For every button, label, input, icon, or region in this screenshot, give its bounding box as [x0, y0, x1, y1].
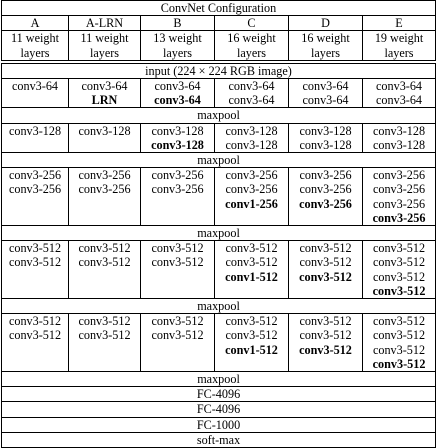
stage-cell-c: [215, 168, 289, 226]
depth-line: 19 weight: [374, 31, 424, 46]
depth-cell-a: [2, 31, 69, 60]
tail-layer-cell: FC-4096: [2, 387, 436, 402]
stage-cell-a: [2, 79, 69, 108]
stage-cell-b: [141, 123, 215, 152]
stage-row: [2, 168, 436, 226]
layer-label: conv3-512: [372, 328, 426, 343]
stage-cell-d: [289, 168, 363, 226]
stage-cell-b: [141, 314, 215, 372]
depth-cell-a-lrn: [69, 31, 141, 60]
tail-row: [2, 402, 436, 417]
layer-label: conv3-512: [78, 328, 131, 343]
layer-label: conv3-128: [299, 137, 352, 152]
layer-label: conv3-128: [151, 137, 204, 152]
layer-label: conv3-512: [372, 342, 426, 357]
depth-line: layers: [384, 45, 414, 60]
tail-row: [2, 387, 436, 402]
layer-label: conv3-512: [151, 328, 204, 343]
maxpool-row: [2, 226, 436, 241]
tail-row: [2, 372, 436, 387]
title-row: [2, 1, 436, 16]
column-name-c: C: [215, 16, 289, 31]
layer-label: conv3-128: [225, 137, 278, 152]
stage-cell-a-lrn: [69, 168, 141, 226]
layer-label: conv3-512: [78, 241, 131, 256]
maxpool-cell: maxpool: [2, 153, 436, 168]
layer-label: conv3-512: [299, 269, 352, 284]
stage-row: [2, 123, 436, 152]
stage-cell-a-lrn: [69, 314, 141, 372]
layer-label: conv3-256: [372, 168, 426, 183]
layer-label: conv3-512: [8, 241, 62, 256]
layer-label: conv3-64: [154, 93, 201, 108]
column-name-e: E: [363, 16, 436, 31]
depth-line: layers: [89, 45, 120, 60]
input-cell: input (224 × 224 RGB image): [2, 63, 436, 78]
tail-layer-cell: FC-1000: [2, 417, 436, 432]
layer-label: conv3-128: [225, 123, 278, 138]
layer-label: conv3-256: [78, 168, 131, 183]
stage-row: [2, 314, 436, 372]
layer-label: conv3-512: [372, 269, 426, 284]
layer-label: conv3-64: [154, 79, 201, 94]
layer-label: conv1-256: [225, 196, 278, 211]
stage-row: [2, 79, 436, 108]
stage-cell-d: [289, 79, 363, 108]
layer-label: conv3-256: [372, 196, 426, 211]
stage-cell-a: [2, 123, 69, 152]
layer-label: conv3-512: [372, 241, 426, 256]
layer-label: conv3-128: [78, 123, 131, 138]
stage-cell-b: [141, 79, 215, 108]
column-name-row: [2, 16, 436, 31]
stage-cell-a-lrn: [69, 123, 141, 152]
stage-cell-c: [215, 79, 289, 108]
layer-label: conv3-256: [151, 182, 204, 197]
tail-layer-cell: soft-max: [2, 432, 436, 447]
maxpool-cell: maxpool: [2, 108, 436, 123]
stage-cell-a: [2, 314, 69, 372]
layer-label: conv3-256: [225, 168, 278, 183]
layer-label: conv3-512: [372, 356, 426, 371]
layer-label: conv3-256: [372, 210, 426, 225]
layer-label: conv3-256: [372, 182, 426, 197]
layer-label: conv3-256: [8, 168, 62, 183]
column-name-a: A: [2, 16, 69, 31]
table-body: [2, 1, 436, 448]
maxpool-cell: maxpool: [2, 299, 436, 314]
layer-label: conv3-512: [8, 255, 62, 270]
depth-cell-e: [363, 31, 436, 60]
depth-line: layers: [162, 45, 193, 60]
layer-label: conv3-512: [225, 241, 278, 256]
layer-label: conv3-128: [299, 123, 352, 138]
depth-row: [2, 31, 436, 60]
column-name-a-lrn: A-LRN: [69, 16, 141, 31]
layer-label: conv3-512: [78, 255, 131, 270]
stage-cell-e: [363, 168, 436, 226]
depth-cell-c: [215, 31, 289, 60]
stage-cell-c: [215, 123, 289, 152]
stage-cell-c: [215, 314, 289, 372]
layer-label: conv1-512: [225, 342, 278, 357]
stage-row: [2, 241, 436, 299]
layer-label: conv3-256: [299, 196, 352, 211]
layer-label: conv3-128: [8, 123, 62, 138]
input-row: [2, 63, 436, 78]
layer-label: conv3-512: [225, 328, 278, 343]
stage-cell-e: [363, 241, 436, 299]
layer-label: conv3-256: [151, 168, 204, 183]
layer-label: conv3-512: [372, 255, 426, 270]
table-title: ConvNet Configuration: [2, 1, 436, 16]
column-name-d: D: [289, 16, 363, 31]
layer-label: conv3-256: [78, 182, 131, 197]
layer-label: conv3-256: [299, 182, 352, 197]
depth-cell-d: [289, 31, 363, 60]
convnet-configuration-table-container: [1, 0, 435, 448]
layer-label: conv3-512: [299, 342, 352, 357]
depth-line: 11 weight: [11, 31, 59, 46]
layer-label: LRN: [91, 93, 118, 108]
stage-cell-d: [289, 123, 363, 152]
stage-cell-d: [289, 314, 363, 372]
stage-cell-b: [141, 168, 215, 226]
stage-cell-a-lrn: [69, 79, 141, 108]
layer-label: conv3-64: [376, 93, 423, 108]
layer-label: conv3-512: [372, 283, 426, 298]
layer-label: conv3-64: [228, 93, 275, 108]
layer-label: conv3-256: [8, 182, 62, 197]
tail-layer-cell: FC-4096: [2, 402, 436, 417]
depth-line: 16 weight: [301, 31, 350, 46]
tail-layer-cell: maxpool: [2, 372, 436, 387]
tail-row: [2, 432, 436, 447]
layer-label: conv3-64: [228, 79, 275, 94]
layer-label: conv3-256: [299, 168, 352, 183]
stage-cell-a-lrn: [69, 241, 141, 299]
layer-label: conv3-64: [11, 79, 59, 94]
stage-cell-b: [141, 241, 215, 299]
stage-cell-d: [289, 241, 363, 299]
depth-line: layers: [20, 45, 50, 60]
layer-label: conv3-128: [372, 137, 426, 152]
maxpool-row: [2, 299, 436, 314]
layer-label: conv1-512: [225, 269, 278, 284]
layer-label: conv3-512: [8, 328, 62, 343]
layer-label: conv3-512: [151, 314, 204, 329]
depth-line: layers: [310, 45, 341, 60]
stage-cell-a: [2, 168, 69, 226]
layer-label: conv3-64: [302, 79, 349, 94]
layer-label: conv3-256: [225, 182, 278, 197]
layer-label: conv3-64: [302, 93, 349, 108]
layer-label: conv3-64: [81, 79, 128, 94]
stage-cell-c: [215, 241, 289, 299]
stage-cell-e: [363, 314, 436, 372]
layer-label: conv3-512: [151, 255, 204, 270]
layer-label: conv3-512: [151, 241, 204, 256]
layer-label: conv3-512: [225, 255, 278, 270]
maxpool-cell: maxpool: [2, 226, 436, 241]
depth-line: 13 weight: [153, 31, 202, 46]
layer-label: conv3-512: [299, 241, 352, 256]
layer-label: conv3-512: [372, 314, 426, 329]
layer-label: conv3-512: [78, 314, 131, 329]
maxpool-row: [2, 153, 436, 168]
stage-cell-e: [363, 79, 436, 108]
depth-line: layers: [236, 45, 267, 60]
column-name-b: B: [141, 16, 215, 31]
layer-label: conv3-512: [299, 314, 352, 329]
tail-row: [2, 417, 436, 432]
stage-cell-a: [2, 241, 69, 299]
layer-label: conv3-128: [151, 123, 204, 138]
depth-line: 11 weight: [80, 31, 129, 46]
layer-label: conv3-512: [299, 328, 352, 343]
layer-label: conv3-64: [376, 79, 423, 94]
layer-label: conv3-128: [372, 123, 426, 138]
depth-line: 16 weight: [227, 31, 276, 46]
layer-label: conv3-512: [299, 255, 352, 270]
maxpool-row: [2, 108, 436, 123]
layer-label: conv3-512: [8, 314, 62, 329]
depth-cell-b: [141, 31, 215, 60]
convnet-configuration-table: [1, 0, 436, 448]
stage-cell-e: [363, 123, 436, 152]
layer-label: conv3-512: [225, 314, 278, 329]
